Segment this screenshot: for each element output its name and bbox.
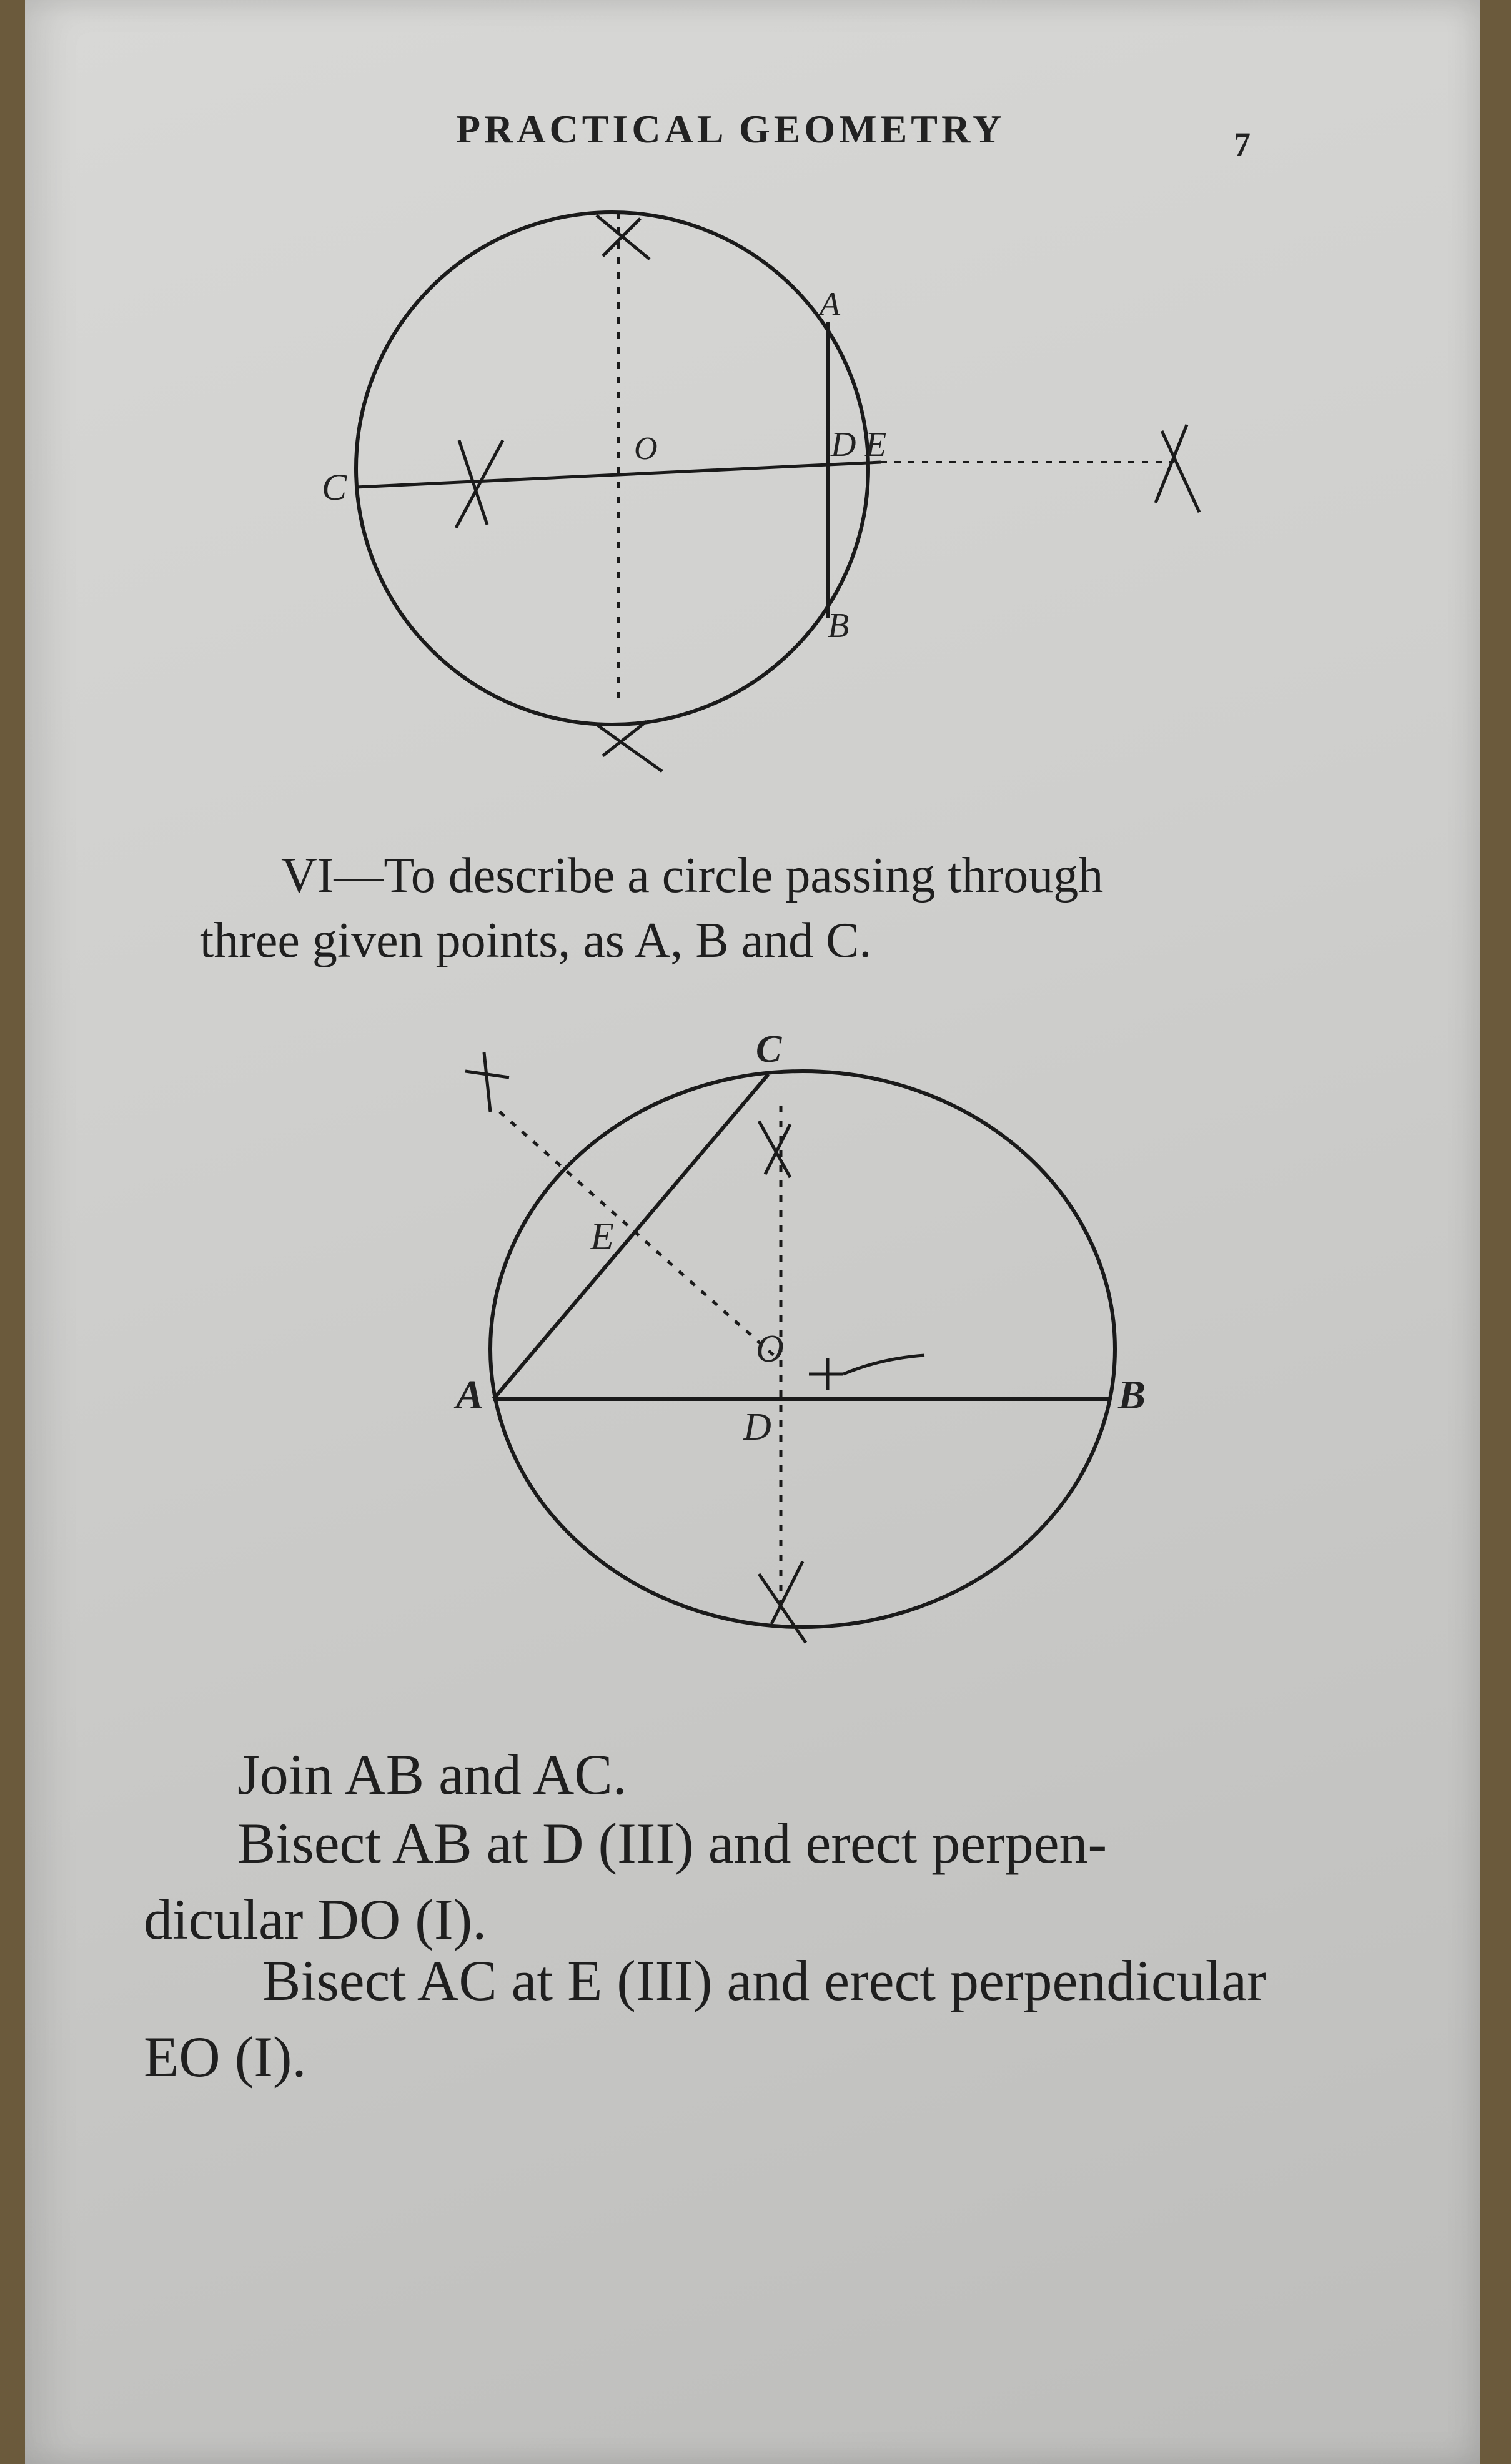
figure1-label-e: E (865, 425, 887, 464)
step-3-line-2: EO (I). (144, 2025, 307, 2089)
figure2-perpendicular-eo (500, 1112, 781, 1362)
figure2-label-o: O (756, 1328, 784, 1370)
figure1-label-d: D (831, 425, 856, 464)
instruction-step-2 (144, 1805, 1443, 1957)
figure1-arc-mark-left (456, 440, 503, 528)
figure1-arc-mark-bottom (597, 721, 662, 771)
figure2-label-c: C (756, 1028, 782, 1071)
figure2-label-e: E (590, 1215, 614, 1258)
figure2-arc-mark-center (809, 1355, 924, 1390)
heading-line-1: VI—To describe a circle passing through (281, 848, 1104, 903)
figure1-arc-mark-top (597, 215, 650, 259)
running-header: PRACTICAL GEOMETRY (456, 107, 1006, 151)
section-heading (200, 843, 1337, 973)
figure1-label-a: A (820, 285, 840, 323)
figure2-label-d: D (743, 1406, 771, 1448)
instruction-step-1: Join AB and AC. (237, 1743, 627, 1806)
figure2-chord-ac (493, 1074, 768, 1399)
figure2-arc-mark-top (759, 1121, 790, 1177)
figure2-label-a: A (456, 1372, 484, 1418)
book-page (25, 0, 1480, 2464)
figure1-circle (356, 212, 868, 725)
figure1-arc-mark-right (1156, 425, 1199, 512)
figure1-label-b: B (828, 606, 850, 645)
step-3-line-1: Bisect AC at E (III) and erect perpendicular (262, 1949, 1266, 2012)
figure2-circle (490, 1071, 1115, 1627)
figure-chord-bisection (300, 187, 1287, 787)
step-2-line-2: dicular DO (I). (144, 1888, 487, 1951)
figure1-label-o: O (634, 431, 658, 467)
figure-circle-three-points (431, 999, 1181, 1686)
heading-line-2: three given points, as A, B and C. (200, 913, 872, 968)
figure2-label-b: B (1118, 1372, 1146, 1418)
page-number: 7 (1234, 126, 1251, 163)
instruction-step-3 (144, 1942, 1443, 2095)
figure1-label-c: C (322, 467, 347, 508)
step-2-line-1: Bisect AB at D (III) and erect perpen- (237, 1811, 1107, 1875)
figure2-arc-mark-top-left (465, 1052, 509, 1112)
